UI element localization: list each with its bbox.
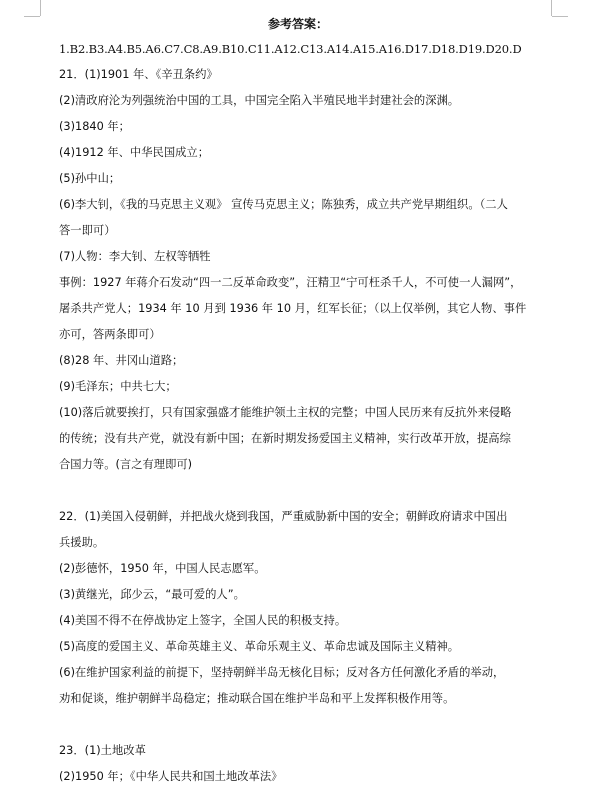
q22-line: (3)黄继光，邱少云，“最可爱的人”。 bbox=[59, 588, 245, 601]
question-22-section bbox=[59, 504, 537, 712]
q21-line: 合国力等。(言之有理即可) bbox=[59, 458, 193, 471]
page-corner-mark-left bbox=[40, 0, 41, 16]
q21-line: (8)28 年、井冈山道路； bbox=[59, 354, 184, 367]
q21-line: (5)孙中山； bbox=[59, 172, 121, 185]
q22-line: (4)美国不得不在停战协定上签字，全国人民的积极支持。 bbox=[59, 614, 347, 627]
q21-line: 事例：1927 年蒋介石发动“四一二反革命政变”，汪精卫“宁可枉杀千人，不可使一人漏网”， bbox=[59, 276, 522, 289]
q21-line: (7)人物：李大钊、左权等牺牲 bbox=[59, 250, 211, 263]
q21-line: 屠杀共产党人；1934 年 10 月到 1936 年 10 月，红军长征；（以上仅举例，其它人物、事件 bbox=[59, 302, 527, 315]
q22-line: 22．(1)美国入侵朝鲜，并把战火烧到我国，严重威胁新中国的安全；朝鲜政府请求中国出 bbox=[59, 510, 508, 523]
choice-answers-line: 1.B2.B3.A4.B5.A6.C7.C8.A9.B10.C11.A12.C13.A14.A15.A16.D17.D18.D19.D20.D bbox=[59, 42, 522, 56]
q21-line: (3)1840 年； bbox=[59, 120, 130, 133]
q23-line: 23．(1)土地改革 bbox=[59, 744, 146, 757]
q23-line: (2)1950 年；《中华人民共和国土地改革法》 bbox=[59, 770, 283, 783]
q21-line: 亦可，答两条即可） bbox=[59, 328, 161, 341]
q22-line: (6)在维护国家利益的前提下，坚持朝鲜半岛无核化目标；反对各方任何激化矛盾的举动， bbox=[59, 666, 505, 679]
question-23-section bbox=[59, 738, 537, 790]
q22-line: (2)彭德怀，1950 年，中国人民志愿军。 bbox=[59, 562, 266, 575]
q21-line: (4)1912 年、中华民国成立； bbox=[59, 146, 210, 159]
answer-title: 参考答案： bbox=[267, 17, 328, 31]
q21-line: (10)落后就要挨打，只有国家强盛才能维护领土主权的完整；中国人民历来有反抗外来侵略 bbox=[59, 406, 512, 419]
q21-line: 答一即可） bbox=[59, 224, 116, 237]
section-spacer bbox=[59, 478, 537, 504]
q21-line: 21．(1)1901 年、《辛丑条约》 bbox=[59, 68, 218, 81]
q22-line: 兵援助。 bbox=[59, 536, 105, 549]
q22-line: 劝和促谈，维护朝鲜半岛稳定；推动联合国在维护半岛和平上发挥积极作用等。 bbox=[59, 692, 455, 705]
section-spacer bbox=[59, 712, 537, 738]
page-corner-mark-right-h bbox=[552, 16, 568, 17]
page-corner-mark-right bbox=[551, 0, 552, 16]
question-21-section bbox=[59, 62, 537, 478]
q21-line: (9)毛泽东；中共七大； bbox=[59, 380, 177, 393]
q21-line: (2)清政府沦为列强统治中国的工具，中国完全陷入半殖民地半封建社会的深渊。 bbox=[59, 94, 460, 107]
page-corner-mark-left-h bbox=[24, 16, 40, 17]
q21-line: 的传统；没有共产党，就没有新中国；在新时期发扬爱国主义精神，实行改革开放，提高综 bbox=[59, 432, 511, 445]
q22-line: (5)高度的爱国主义、革命英雄主义、革命乐观主义、革命忠诚及国际主义精神。 bbox=[59, 640, 460, 653]
answer-document bbox=[59, 12, 537, 790]
q21-line: (6)李大钊，《我的马克思主义观》 宣传马克思主义；陈独秀，成立共产党早期组织。（二人 bbox=[59, 198, 508, 211]
